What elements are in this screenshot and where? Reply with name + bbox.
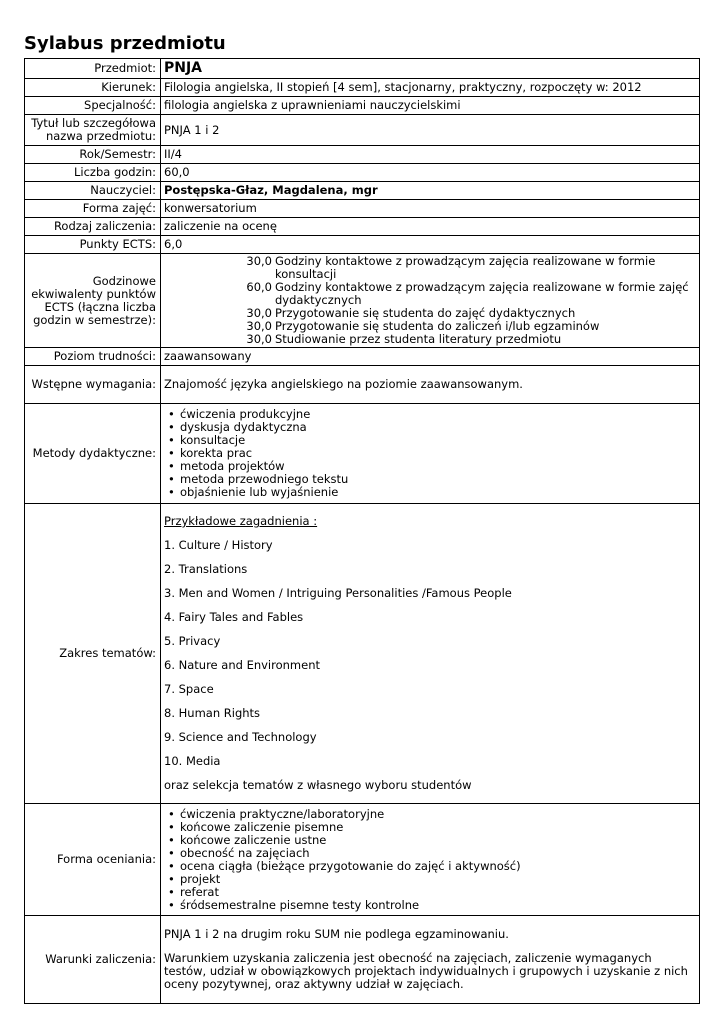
- topics-outro: oraz selekcja tematów z własnego wyboru studentów: [164, 778, 472, 792]
- row-rok: [25, 146, 700, 164]
- row-warunki: [25, 916, 700, 1004]
- row-ects: [25, 236, 700, 254]
- value-warunki: [161, 916, 700, 1004]
- label-warunki: Warunki zaliczenia:: [25, 916, 161, 1004]
- list-item: 4. Fairy Tales and Fables: [164, 610, 304, 624]
- value-ekwiwalenty: [161, 254, 700, 348]
- row-metody: [25, 404, 700, 504]
- list-item: 2. Translations: [164, 562, 248, 576]
- topics-intro: Przykładowe zagadnienia :: [164, 514, 318, 528]
- list-item: 7. Space: [164, 682, 214, 696]
- list-item: 1. Culture / History: [164, 538, 273, 552]
- row-nauczyciel: [25, 182, 700, 200]
- value-rodzaj: zaliczenie na ocenę: [161, 218, 700, 236]
- list-item: • ocena ciągła (bieżące przygotowanie do zajęć i aktywność): [180, 860, 696, 873]
- list-item: • obecność na zajęciach: [180, 847, 696, 860]
- label-poziom: Poziom trudności:: [25, 348, 161, 366]
- list-item: 5. Privacy: [164, 634, 221, 648]
- ects-hours: 30,0: [246, 319, 272, 333]
- label-nauczyciel: Nauczyciel:: [25, 182, 161, 200]
- label-ocenianie: Forma oceniania:: [25, 804, 161, 916]
- label-przedmiot: Przedmiot:: [25, 59, 161, 79]
- list-item: • dyskusja dydaktyczna: [180, 421, 696, 434]
- list-item: 6. Nature and Environment: [164, 658, 321, 672]
- ects-hours: 30,0: [246, 306, 272, 320]
- ects-desc: Przygotowanie się studenta do zaliczeń i/lub egzaminów: [275, 319, 600, 333]
- list-item: • ćwiczenia produkcyjne: [180, 408, 696, 421]
- label-ects: Punkty ECTS:: [25, 236, 161, 254]
- label-rodzaj: Rodzaj zaliczenia:: [25, 218, 161, 236]
- value-kierunek: Filologia angielska, II stopień [4 sem], stacjonarny, praktyczny, rozpoczęty w: 2012: [161, 79, 700, 97]
- ects-hours: 60,0: [246, 280, 272, 294]
- value-ocenianie: [161, 804, 700, 916]
- label-ekwiwalenty: Godzinowe ekwiwalenty punktów ECTS (łączna liczba godzin w semestrze):: [25, 254, 161, 348]
- label-forma: Forma zajęć:: [25, 200, 161, 218]
- row-godziny: [25, 164, 700, 182]
- ects-hours-item: [164, 333, 696, 346]
- conditions-paragraph: PNJA 1 i 2 na drugim roku SUM nie podlega egzaminowaniu.: [164, 927, 509, 941]
- grading-list: [164, 808, 696, 912]
- label-godziny: Liczba godzin:: [25, 164, 161, 182]
- list-item: • objaśnienie lub wyjaśnienie: [180, 486, 696, 499]
- ects-hours: 30,0: [246, 332, 272, 346]
- list-item: 10. Media: [164, 754, 221, 768]
- value-wymagania: Znajomość języka angielskiego na poziomie zaawansowanym.: [161, 366, 700, 404]
- value-rok: II/4: [161, 146, 700, 164]
- list-item: • śródsemestralne pisemne testy kontrolne: [180, 899, 696, 912]
- label-zakres: Zakres tematów:: [25, 504, 161, 804]
- list-item: • korekta prac: [180, 447, 696, 460]
- row-rodzaj: [25, 218, 700, 236]
- ects-hours-item: [164, 281, 696, 307]
- list-item: • konsultacje: [180, 434, 696, 447]
- row-forma: [25, 200, 700, 218]
- label-tytul: Tytuł lub szczegółowa nazwa przedmiotu:: [25, 115, 161, 146]
- list-item: 3. Men and Women / Intriguing Personalities /Famous People: [164, 586, 512, 600]
- row-specjalnosc: [25, 97, 700, 115]
- label-kierunek: Kierunek:: [25, 79, 161, 97]
- conditions-paragraph: Warunkiem uzyskania zaliczenia jest obecność na zajęciach, zaliczenie wymaganych testów, udział w obowiązkowych projektach indywidualnych i grupowych i uzyskanie z nich oceny pozytywnej, oraz aktywny udział w zajęciach.: [164, 951, 688, 991]
- row-ocenianie: [25, 804, 700, 916]
- row-przedmiot: [25, 59, 700, 79]
- value-przedmiot: PNJA: [161, 59, 700, 79]
- list-item: • metoda projektów: [180, 460, 696, 473]
- row-poziom: [25, 348, 700, 366]
- row-tytul: [25, 115, 700, 146]
- value-godziny: 60,0: [161, 164, 700, 182]
- value-ects: 6,0: [161, 236, 700, 254]
- row-zakres: [25, 504, 700, 804]
- list-item: • końcowe zaliczenie ustne: [180, 834, 696, 847]
- ects-desc: Studiowanie przez studenta literatury przedmiotu: [275, 332, 562, 346]
- label-wymagania: Wstępne wymagania:: [25, 366, 161, 404]
- value-zakres: [161, 504, 700, 804]
- label-specjalnosc: Specjalność:: [25, 97, 161, 115]
- list-item: 8. Human Rights: [164, 706, 261, 720]
- value-nauczyciel: Postępska-Głaz, Magdalena, mgr: [161, 182, 700, 200]
- ects-desc: Godziny kontaktowe z prowadzącym zajęcia realizowane w formie zajęć dydaktycznych: [275, 280, 689, 307]
- page-title: Sylabus przedmiotu: [24, 33, 226, 54]
- value-forma: konwersatorium: [161, 200, 700, 218]
- ects-hours-item: [164, 255, 696, 281]
- row-wymagania: [25, 366, 700, 404]
- value-specjalnosc: filologia angielska z uprawnieniami nauczycielskimi: [161, 97, 700, 115]
- list-item: • ćwiczenia praktyczne/laboratoryjne: [180, 808, 696, 821]
- label-metody: Metody dydaktyczne:: [25, 404, 161, 504]
- row-kierunek: [25, 79, 700, 97]
- ects-hours: 30,0: [246, 254, 272, 268]
- ects-desc: Godziny kontaktowe z prowadzącym zajęcia realizowane w formie konsultacji: [275, 254, 656, 281]
- list-item: • projekt: [180, 873, 696, 886]
- value-poziom: zaawansowany: [161, 348, 700, 366]
- list-item: 9. Science and Technology: [164, 730, 317, 744]
- list-item: • końcowe zaliczenie pisemne: [180, 821, 696, 834]
- methods-list: [164, 408, 696, 499]
- ects-desc: Przygotowanie się studenta do zajęć dydaktycznych: [275, 306, 576, 320]
- list-item: • metoda przewodniego tekstu: [180, 473, 696, 486]
- syllabus-table: [24, 58, 700, 1004]
- list-item: • referat: [180, 886, 696, 899]
- value-metody: [161, 404, 700, 504]
- label-rok: Rok/Semestr:: [25, 146, 161, 164]
- row-ekwiwalenty: [25, 254, 700, 348]
- value-tytul: PNJA 1 i 2: [161, 115, 700, 146]
